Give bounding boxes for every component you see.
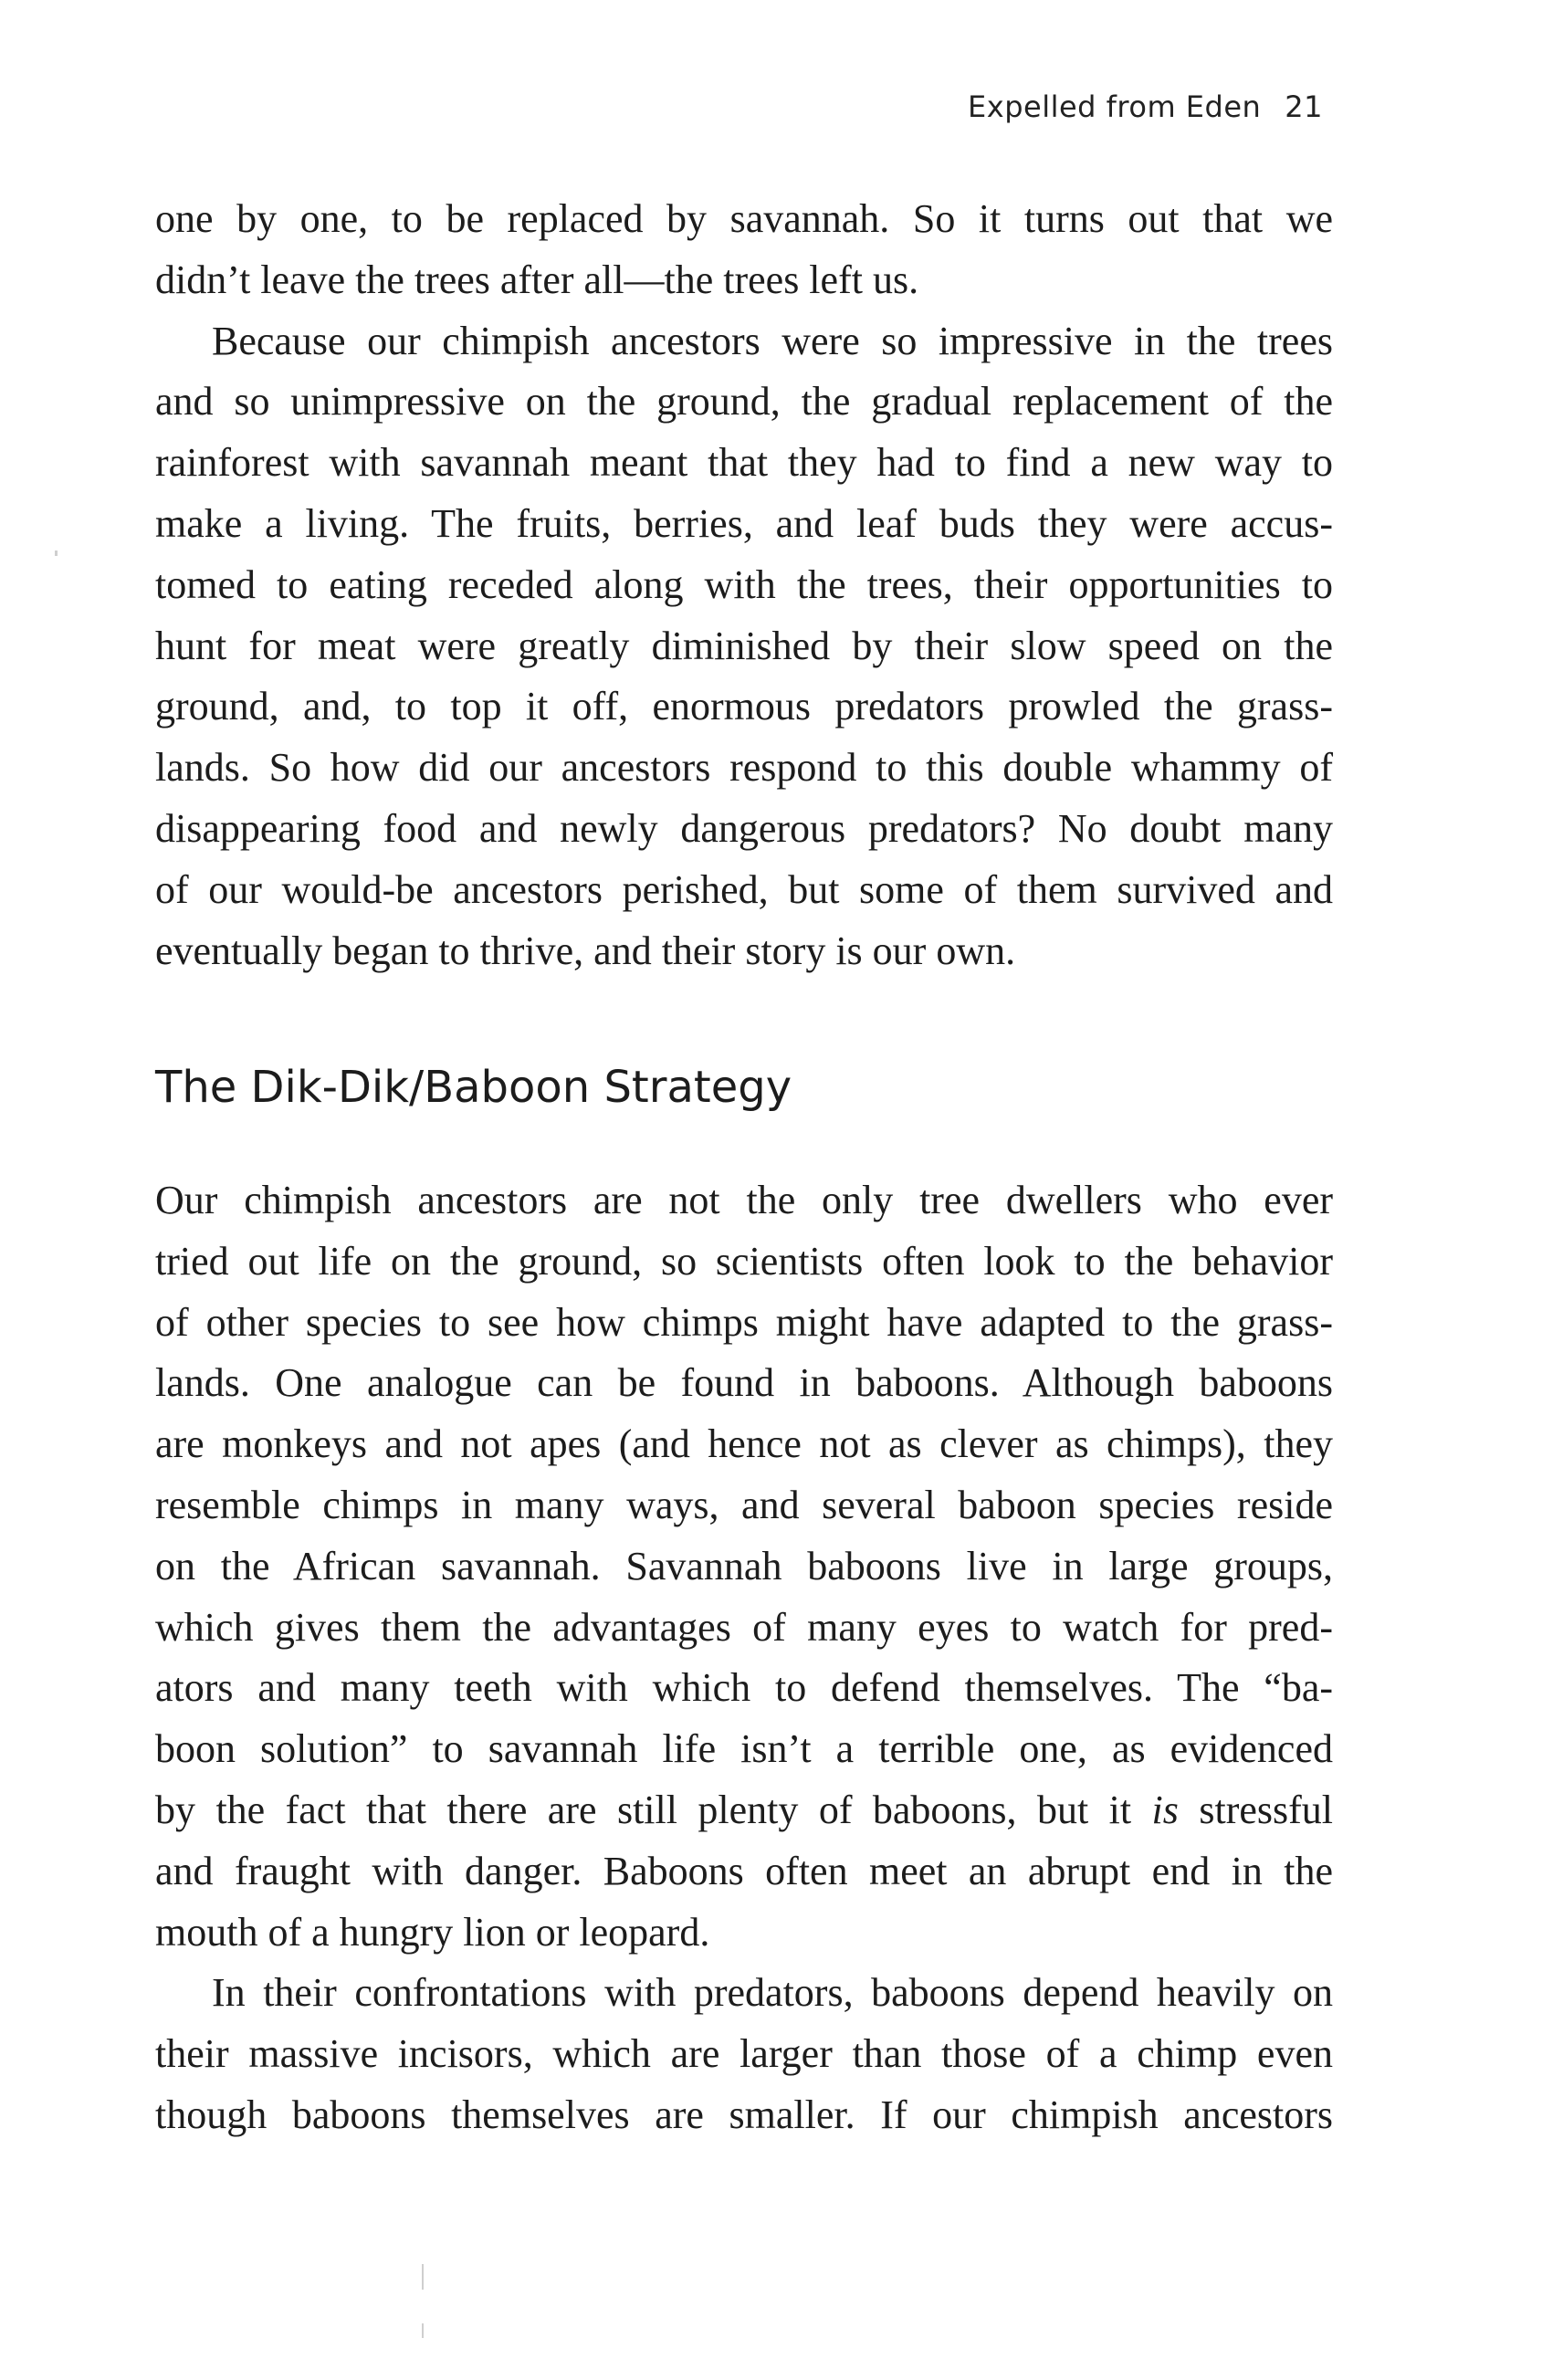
text-line: lands. So how did our ancestors respond to this double whammy of	[155, 745, 1333, 791]
text-line: tomed to eating receded along with the trees, their opportunities to	[155, 561, 1333, 607]
text-line: on the African savannah. Savannah baboons live in large groups,	[155, 1543, 1333, 1588]
text-line: lands. One analogue can be found in baboons. Although baboons	[155, 1360, 1333, 1406]
running-head	[968, 89, 1323, 124]
scan-speck	[422, 2264, 424, 2290]
text-line: ators and many teeth with which to defend themselves. The “ba-	[155, 1665, 1333, 1711]
text-line: mouth of a hungry lion or leopard.	[155, 1909, 710, 1955]
text-line: hunt for meat were greatly diminished by their slow speed on the	[155, 623, 1333, 668]
text-line: eventually began to thrive, and their story is our own.	[155, 928, 1016, 973]
text-line: tried out life on the ground, so scientists often look to the behavior	[155, 1238, 1333, 1284]
paragraph-2	[155, 311, 1333, 982]
text-line: of our would-be ancestors perished, but some of them survived and	[155, 866, 1333, 912]
scan-speck	[55, 550, 58, 556]
text-line: of other species to see how chimps might have adapted to the grass-	[155, 1299, 1333, 1345]
text-line: boon solution” to savannah life isn’t a terrible one, as evidenced	[155, 1726, 1333, 1772]
text-line: Because our chimpish ancestors were so impressive in the trees	[212, 318, 1333, 363]
page-number: 21	[1285, 89, 1323, 124]
text-line: Our chimpish ancestors are not the only tree dwellers who ever	[155, 1178, 1333, 1222]
text-line: In their confrontations with predators, baboons depend heavily on	[212, 1970, 1333, 2016]
text-line: and fraught with danger. Baboons often meet an abrupt end in the	[155, 1848, 1333, 1893]
text-line: though baboons themselves are smaller. If our chimpish ancestors	[155, 2092, 1333, 2137]
text-line: disappearing food and newly dangerous predators? No doubt many	[155, 805, 1333, 851]
scan-speck	[422, 2323, 424, 2338]
text-line	[155, 1780, 1333, 1841]
text-line: rainforest with savannah meant that they had to find a new way to	[155, 440, 1333, 486]
text-line: which gives them the advantages of many eyes to watch for pred-	[155, 1604, 1333, 1650]
text-segment: stressful	[1178, 1787, 1333, 1832]
text-block-bottom	[155, 1170, 1333, 2146]
text-segment: by the fact that there are still plenty of baboons, but it	[155, 1787, 1152, 1832]
emphasis-is: is	[1151, 1787, 1179, 1832]
running-head-title: Expelled from Eden	[968, 89, 1262, 124]
text-line: their massive incisors, which are larger than those of a chimp even	[155, 2031, 1333, 2077]
text-line: ground, and, to top it off, enormous predators prowled the grass-	[155, 684, 1333, 729]
text-block-top	[155, 189, 1333, 981]
paragraph-4	[155, 1963, 1333, 2145]
text-line: resemble chimps in many ways, and several baboon species reside	[155, 1482, 1333, 1527]
text-line: are monkeys and not apes (and hence not as clever as chimps), they	[155, 1421, 1333, 1467]
section-heading: The Dik-Dik/Baboon Strategy	[155, 1062, 792, 1113]
text-line: and so unimpressive on the ground, the gradual replacement of the	[155, 379, 1333, 425]
paragraph-3	[155, 1170, 1333, 1963]
text-line: make a living. The fruits, berries, and leaf buds they were accus-	[155, 500, 1333, 546]
text-line: one by one, to be replaced by savannah. So it turns out that we	[155, 196, 1333, 241]
text-line: didn’t leave the trees after all—the trees left us.	[155, 257, 919, 302]
paragraph-1	[155, 189, 1333, 311]
